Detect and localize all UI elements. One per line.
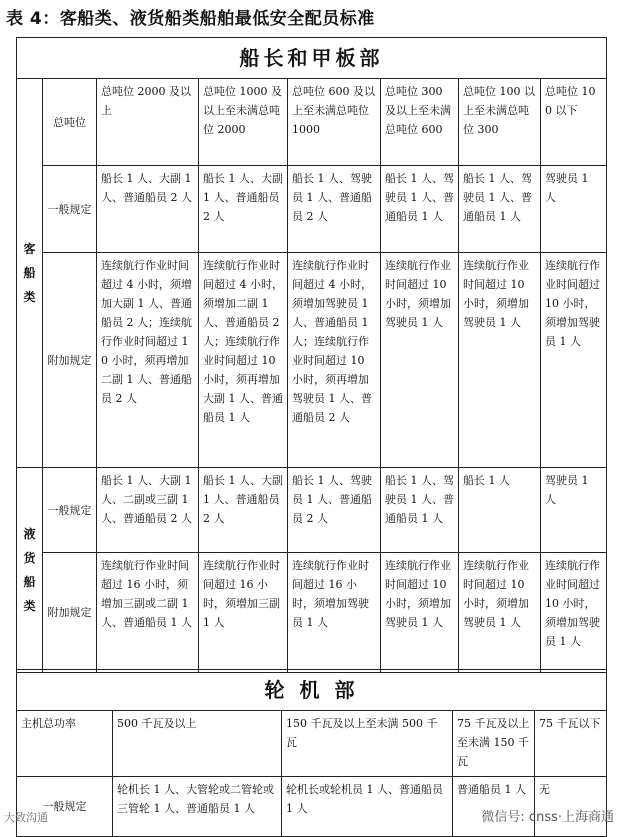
- tanker-extra-cell: 连续航行作业时间超过 10 小时，须增加驾驶员 1 人: [381, 553, 459, 673]
- tanker-general-cell: 船长 1 人、大副 1 人、普通船员 2 人: [199, 468, 288, 553]
- watermark-left: 大致沟通: [4, 811, 48, 824]
- engine-section-header: 轮 机 部: [17, 670, 607, 711]
- passenger-general-cell: 船长 1 人、大副 1 人、普通船员 2 人: [199, 166, 288, 253]
- tonnage-cell: 总吨位 300 及以上至未满总吨位 600: [381, 79, 459, 166]
- extra-rule-label: 附加规定: [43, 253, 97, 468]
- tonnage-cell: 总吨位 2000 及以上: [97, 79, 199, 166]
- passenger-extra-cell: 连续航行作业时间超过 4 小时，须增加大副 1 人、普通船员 2 人；连续航行作业时间超过 10 小时，须再增加二副 1 人、普通船员 2 人: [97, 253, 199, 468]
- tanker-general-cell: 船长 1 人、驾驶员 1 人、普通船员 2 人: [288, 468, 381, 553]
- passenger-general-cell: 驾驶员 1 人: [541, 166, 607, 253]
- general-rule-label: 一般规定: [17, 777, 113, 837]
- power-label: 主机总功率: [17, 711, 113, 777]
- tonnage-cell: 总吨位 1000 及以上至未满总吨位 2000: [199, 79, 288, 166]
- engine-general-cell: 轮机长 1 人、大管轮或二管轮或三管轮 1 人、普通船员 1 人: [113, 777, 282, 837]
- general-rule-label: 一般规定: [43, 468, 97, 553]
- tanker-extra-cell: 连续航行作业时间超过 10 小时，须增加驾驶员 1 人: [541, 553, 607, 673]
- passenger-general-cell: 船长 1 人、大副 1 人、普通船员 2 人: [97, 166, 199, 253]
- power-cell: 150 千瓦及以上至未满 500 千瓦: [282, 711, 453, 777]
- tanker-general-cell: 船长 1 人、大副 1 人、二副或三副 1 人、普通船员 2 人: [97, 468, 199, 553]
- passenger-general-cell: 船长 1 人、驾驶员 1 人、普通船员 1 人: [381, 166, 459, 253]
- extra-rule-label: 附加规定: [43, 553, 97, 673]
- passenger-extra-cell: 连续航行作业时间超过 4 小时，须增加二副 1 人、普通船员 2 人；连续航行作业时间超过 10 小时，须再增加大副 1 人、普通船员 1 人: [199, 253, 288, 468]
- tanker-ship-label: 液 货 船 类: [17, 468, 43, 673]
- engine-general-cell: 轮机长或轮机员 1 人、普通船员 1 人: [282, 777, 453, 837]
- engine-general-cell: 无: [535, 777, 607, 837]
- power-cell: 75 千瓦及以上至未满 150 千瓦: [453, 711, 535, 777]
- passenger-general-cell: 船长 1 人、驾驶员 1 人、普通船员 2 人: [288, 166, 381, 253]
- tanker-general-cell: 船长 1 人: [459, 468, 541, 553]
- power-cell: 75 千瓦以下: [535, 711, 607, 777]
- tanker-extra-cell: 连续航行作业时间超过 10 小时，须增加驾驶员 1 人: [459, 553, 541, 673]
- passenger-extra-cell: 连续航行作业时间超过 10 小时，须增加驾驶员 1 人: [541, 253, 607, 468]
- tanker-general-cell: 驾驶员 1 人: [541, 468, 607, 553]
- tonnage-cell: 总吨位 600 及以上至未满总吨位 1000: [288, 79, 381, 166]
- page-title: 表 4：客船类、液货船类船舶最低安全配员标准: [6, 9, 375, 29]
- deck-table: [16, 37, 607, 673]
- passenger-extra-cell: 连续航行作业时间超过 10 小时，须增加驾驶员 1 人: [381, 253, 459, 468]
- passenger-ship-label: 客 船 类: [17, 79, 43, 468]
- engine-general-cell: 普通船员 1 人: [453, 777, 535, 837]
- tanker-general-cell: 船长 1 人、驾驶员 1 人、普通船员 1 人: [381, 468, 459, 553]
- tonnage-cell: 总吨位 100 以上至未满总吨位 300: [459, 79, 541, 166]
- power-cell: 500 千瓦及以上: [113, 711, 282, 777]
- passenger-general-cell: 船长 1 人、驾驶员 1 人、普通船员 1 人: [459, 166, 541, 253]
- general-rule-label: 一般规定: [43, 166, 97, 253]
- tonnage-cell: 总吨位 100 以下: [541, 79, 607, 166]
- tonnage-label: 总吨位: [43, 79, 97, 166]
- tanker-extra-cell: 连续航行作业时间超过 16 小时，须增加三副 1 人: [199, 553, 288, 673]
- deck-section-header: 船长和甲板部: [17, 38, 607, 79]
- passenger-extra-cell: 连续航行作业时间超过 10 小时，须增加驾驶员 1 人: [459, 253, 541, 468]
- passenger-extra-cell: 连续航行作业时间超过 4 小时，须增加驾驶员 1 人、普通船员 1 人；连续航行作业时间超过 10 小时，须再增加驾驶员 1 人、普通船员 2 人: [288, 253, 381, 468]
- watermark-right: 微信号: cnss·上海商通: [481, 810, 614, 825]
- tanker-extra-cell: 连续航行作业时间超过 16 小时，须增加三副或二副 1 人、普通船员 1 人: [97, 553, 199, 673]
- tanker-extra-cell: 连续航行作业时间超过 16 小时，须增加驾驶员 1 人: [288, 553, 381, 673]
